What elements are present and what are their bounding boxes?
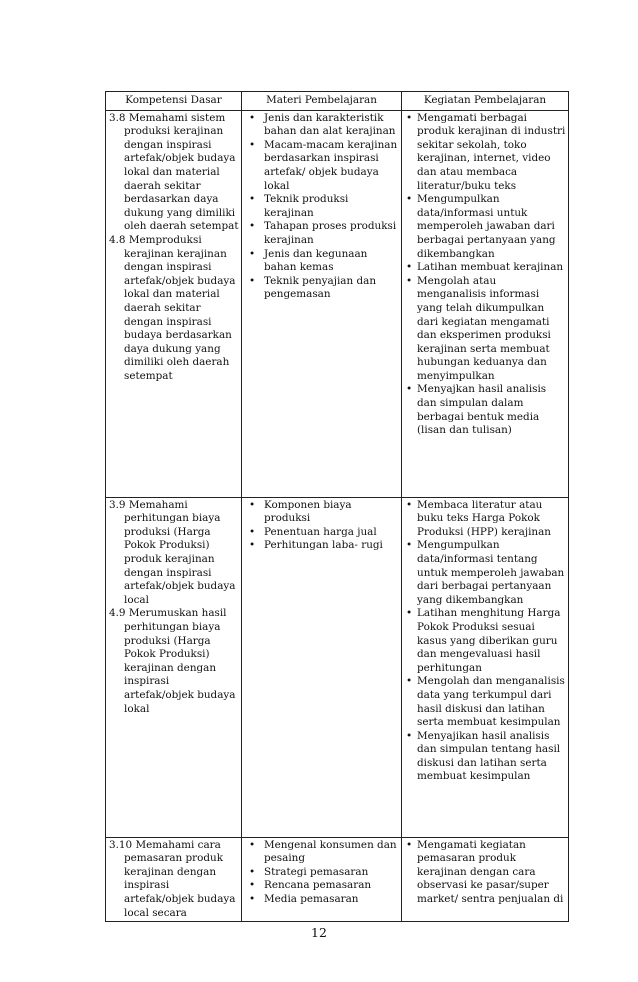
kompetensi-cell	[106, 837, 242, 922]
materi-item: • Teknik produksi kerajinan	[245, 193, 399, 220]
materi-item: • Penentuan harga jual	[245, 526, 399, 540]
table-row	[106, 497, 569, 837]
materi-item: • Perhitungan laba- rugi	[245, 539, 399, 553]
materi-item: • Jenis dan karakteristik bahan dan alat kerajinan	[245, 112, 399, 139]
page-number: 12	[311, 925, 327, 940]
materi-item: • Mengenal konsumen dan pesaing	[245, 839, 399, 866]
kegiatan-item: • Mengamati berbagai produk kerajinan di industri sekitar sekolah, toko kerajinan, internet, video dan atau membaca literatur/buku teks	[405, 112, 566, 194]
kegiatan-item: • Menyajkan hasil analisis dan simpulan dalam berbagai bentuk media (lisan dan tulisan)	[405, 383, 566, 437]
materi-item: • Teknik penyajian dan pengemasan	[245, 275, 399, 302]
kompetensi-item: 3.10 Memahami cara pemasaran produk kerajinan dengan inspirasi artefak/objek budaya local secara	[109, 838, 236, 919]
kegiatan-item: • Latihan menghitung Harga Pokok Produksi sesuai kasus yang diberikan guru dan mengevaluasi hasil perhitungan	[405, 607, 566, 675]
kompetensi-cell	[106, 110, 242, 497]
materi-item: • Jenis dan kegunaan bahan kemas	[245, 248, 399, 275]
kegiatan-item: • Mengumpulkan data/informasi untuk memperoleh jawaban dari berbagai pertanyaan yang dikembangkan	[405, 193, 566, 261]
materi-cell	[242, 837, 402, 922]
kompetensi-cell	[106, 497, 242, 837]
kegiatan-cell	[402, 110, 569, 497]
kegiatan-cell	[402, 497, 569, 837]
kegiatan-item: • Mengumpulkan data/informasi tentang untuk memperoleh jawaban dari berbagai pertanyaan yang dikembangkan	[405, 539, 566, 607]
kegiatan-item: • Menyajikan hasil analisis dan simpulan tentang hasil diskusi dan latihan serta membuat kesimpulan	[405, 730, 566, 784]
kompetensi-item: 3.9 Memahami perhitungan biaya produksi (Harga Pokok Produksi) produk kerajinan dengan inspirasi artefak/objek budaya local	[109, 498, 236, 606]
table-row	[106, 110, 569, 497]
materi-item: • Komponen biaya produksi	[245, 499, 399, 526]
kegiatan-item: • Membaca literatur atau buku teks Harga Pokok Produksi (HPP) kerajinan	[405, 499, 566, 540]
kompetensi-item: 3.8 Memahami sistem produksi kerajinan dengan inspirasi artefak/objek budaya lokal dan material daerah sekitar berdasarkan daya dukung yang dimiliki oleh daerah setempat	[109, 111, 239, 233]
materi-item: • Strategi pemasaran	[245, 866, 399, 880]
curriculum-table	[105, 91, 569, 922]
kompetensi-item: 4.8 Memproduksi kerajinan kerajinan dengan inspirasi artefak/objek budaya lokal dan material daerah sekitar dengan inspirasi budaya berdasarkan daya dukung yang dimiliki oleh daerah setempat	[109, 233, 236, 382]
kegiatan-cell	[402, 837, 569, 922]
materi-item: • Rencana pemasaran	[245, 879, 399, 893]
kompetensi-item: 4.9 Merumuskan hasil perhitungan biaya produksi (Harga Pokok Produksi) kerajinan dengan inspirasi artefak/objek budaya lokal	[109, 607, 236, 715]
kegiatan-item: • Mengamati kegiatan pemasaran produk kerajinan dengan cara observasi ke pasar/super market/ sentra penjualan di	[405, 839, 566, 907]
kegiatan-item: • Latihan membuat kerajinan	[405, 261, 566, 275]
header-materi-pembelajaran: Materi Pembelajaran	[242, 92, 402, 111]
kegiatan-item: • Mengolah dan menganalisis data yang terkumpul dari hasil diskusi dan latihan serta membuat kesimpulan	[405, 675, 566, 729]
header-kegiatan-pembelajaran: Kegiatan Pembelajaran	[402, 92, 569, 111]
materi-cell	[242, 497, 402, 837]
kegiatan-item: • Mengolah atau menganalisis informasi yang telah dikumpulkan dari kegiatan mengamati dan eksperimen produksi kerajinan serta membuat hubungan keduanya dan menyimpulkan	[405, 275, 566, 384]
materi-item: • Macam-macam kerajinan berdasarkan inspirasi artefak/ objek budaya lokal	[245, 139, 399, 193]
materi-item: • Tahapan proses produksi kerajinan	[245, 220, 399, 247]
materi-item: • Media pemasaran	[245, 893, 399, 907]
header-kompetensi-dasar: Kompetensi Dasar	[106, 92, 242, 111]
materi-cell	[242, 110, 402, 497]
header-row	[106, 92, 569, 111]
table-row	[106, 837, 569, 922]
